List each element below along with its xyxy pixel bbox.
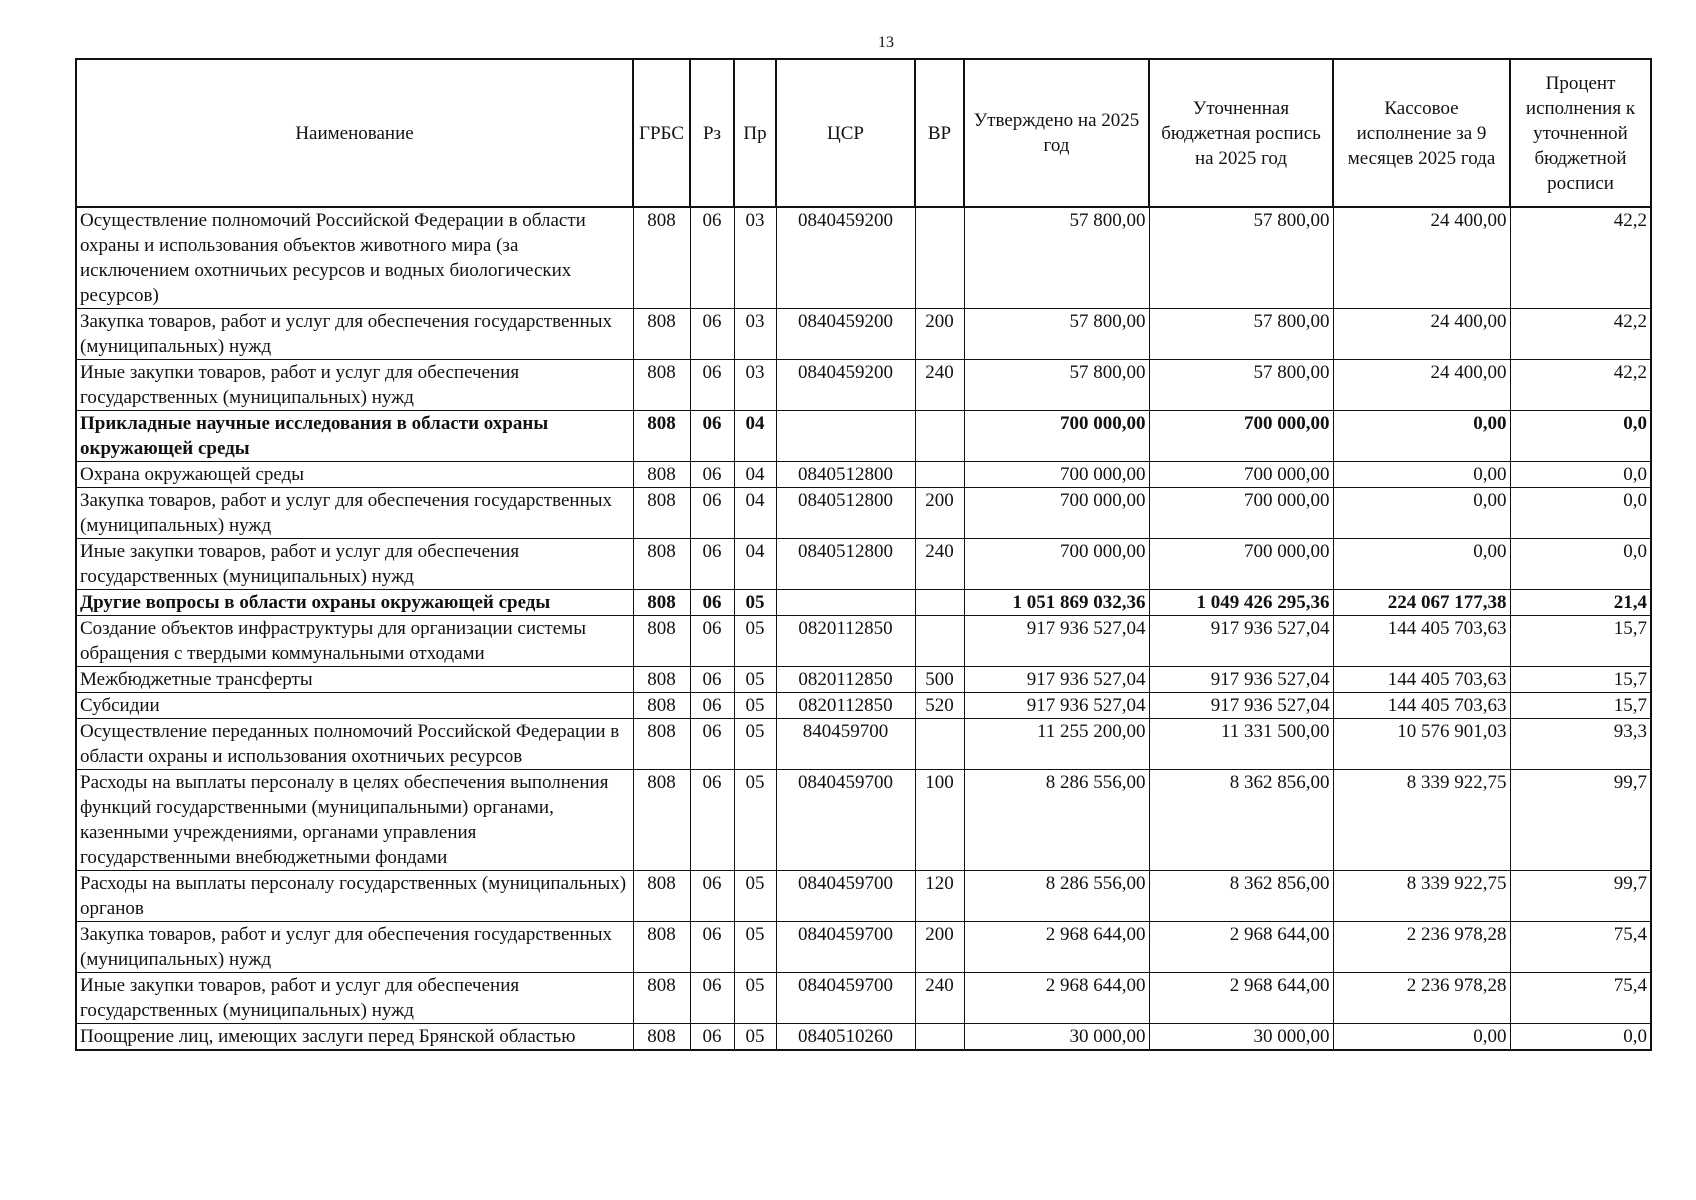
row-grbs-cell: 808 (633, 973, 690, 1024)
row-csr-cell: 0840459200 (776, 207, 915, 309)
budget-table (75, 58, 1652, 1051)
row-vr-cell (915, 462, 964, 488)
row-grbs-cell: 808 (633, 693, 690, 719)
row-percent-cell: 42,2 (1510, 309, 1651, 360)
row-pr-cell: 05 (734, 1024, 776, 1051)
table-row (76, 360, 1651, 411)
table-row (76, 488, 1651, 539)
row-approved-cell: 917 936 527,04 (964, 616, 1149, 667)
row-csr-cell (776, 411, 915, 462)
row-approved-cell: 700 000,00 (964, 488, 1149, 539)
row-rz-cell: 06 (690, 871, 734, 922)
row-cash-cell: 8 339 922,75 (1333, 770, 1510, 871)
row-vr-cell: 200 (915, 922, 964, 973)
row-percent-cell: 15,7 (1510, 667, 1651, 693)
row-rz-cell: 06 (690, 667, 734, 693)
row-percent-cell: 0,0 (1510, 1024, 1651, 1051)
row-cash-cell: 0,00 (1333, 488, 1510, 539)
row-csr-cell: 0840459700 (776, 922, 915, 973)
header-refined: Уточненная бюджетная роспись на 2025 год (1149, 59, 1333, 207)
row-cash-cell: 24 400,00 (1333, 207, 1510, 309)
row-percent-cell: 15,7 (1510, 693, 1651, 719)
row-rz-cell: 06 (690, 462, 734, 488)
row-name-cell: Другие вопросы в области охраны окружающей среды (76, 590, 633, 616)
row-name-cell: Закупка товаров, работ и услуг для обеспечения государственных (муниципальных) нужд (76, 488, 633, 539)
row-vr-cell (915, 411, 964, 462)
row-approved-cell: 700 000,00 (964, 539, 1149, 590)
row-cash-cell: 24 400,00 (1333, 360, 1510, 411)
row-cash-cell: 0,00 (1333, 462, 1510, 488)
row-cash-cell: 0,00 (1333, 1024, 1510, 1051)
row-name-cell: Иные закупки товаров, работ и услуг для обеспечения государственных (муниципальных) нужд (76, 360, 633, 411)
row-pr-cell: 05 (734, 616, 776, 667)
row-csr-cell: 0840512800 (776, 462, 915, 488)
row-refined-cell: 700 000,00 (1149, 411, 1333, 462)
table-row (76, 411, 1651, 462)
row-cash-cell: 144 405 703,63 (1333, 667, 1510, 693)
row-csr-cell: 0840459200 (776, 360, 915, 411)
row-grbs-cell: 808 (633, 462, 690, 488)
row-refined-cell: 8 362 856,00 (1149, 770, 1333, 871)
table-row (76, 590, 1651, 616)
row-grbs-cell: 808 (633, 207, 690, 309)
table-row (76, 871, 1651, 922)
row-vr-cell (915, 719, 964, 770)
row-grbs-cell: 808 (633, 539, 690, 590)
row-name-cell: Расходы на выплаты персоналу в целях обеспечения выполнения функций государственными (муниципальными) органами, казенными учреждениями, органами управления государственными внебюджетными фондами (76, 770, 633, 871)
row-refined-cell: 57 800,00 (1149, 207, 1333, 309)
row-name-cell: Охрана окружающей среды (76, 462, 633, 488)
row-approved-cell: 11 255 200,00 (964, 719, 1149, 770)
row-refined-cell: 57 800,00 (1149, 309, 1333, 360)
row-cash-cell: 24 400,00 (1333, 309, 1510, 360)
header-csr: ЦСР (776, 59, 915, 207)
row-pr-cell: 03 (734, 309, 776, 360)
row-csr-cell: 0840459700 (776, 871, 915, 922)
header-rz: Рз (690, 59, 734, 207)
row-refined-cell: 700 000,00 (1149, 462, 1333, 488)
row-grbs-cell: 808 (633, 719, 690, 770)
row-percent-cell: 99,7 (1510, 871, 1651, 922)
row-rz-cell: 06 (690, 693, 734, 719)
row-name-cell: Расходы на выплаты персоналу государственных (муниципальных) органов (76, 871, 633, 922)
row-rz-cell: 06 (690, 411, 734, 462)
row-vr-cell: 500 (915, 667, 964, 693)
header-row (76, 59, 1651, 207)
header-grbs: ГРБС (633, 59, 690, 207)
row-name-cell: Осуществление переданных полномочий Российской Федерации в области охраны и использования охотничьих ресурсов (76, 719, 633, 770)
row-rz-cell: 06 (690, 309, 734, 360)
row-refined-cell: 917 936 527,04 (1149, 616, 1333, 667)
row-percent-cell: 42,2 (1510, 207, 1651, 309)
row-cash-cell: 2 236 978,28 (1333, 922, 1510, 973)
row-pr-cell: 05 (734, 770, 776, 871)
row-vr-cell: 200 (915, 488, 964, 539)
row-name-cell: Прикладные научные исследования в области охраны окружающей среды (76, 411, 633, 462)
row-rz-cell: 06 (690, 590, 734, 616)
table-row (76, 616, 1651, 667)
table-row (76, 770, 1651, 871)
row-csr-cell: 0840510260 (776, 1024, 915, 1051)
row-approved-cell: 30 000,00 (964, 1024, 1149, 1051)
row-approved-cell: 8 286 556,00 (964, 770, 1149, 871)
row-vr-cell: 240 (915, 360, 964, 411)
row-percent-cell: 0,0 (1510, 539, 1651, 590)
row-csr-cell (776, 590, 915, 616)
row-percent-cell: 93,3 (1510, 719, 1651, 770)
row-vr-cell: 100 (915, 770, 964, 871)
row-cash-cell: 0,00 (1333, 539, 1510, 590)
row-name-cell: Иные закупки товаров, работ и услуг для обеспечения государственных (муниципальных) нужд (76, 973, 633, 1024)
row-percent-cell: 21,4 (1510, 590, 1651, 616)
row-approved-cell: 2 968 644,00 (964, 922, 1149, 973)
row-vr-cell: 240 (915, 973, 964, 1024)
header-name: Наименование (76, 59, 633, 207)
row-name-cell: Осуществление полномочий Российской Федерации в области охраны и использования объектов животного мира (за исключением охотничьих ресурсов и водных биологических ресурсов) (76, 207, 633, 309)
row-percent-cell: 0,0 (1510, 411, 1651, 462)
row-grbs-cell: 808 (633, 360, 690, 411)
row-refined-cell: 700 000,00 (1149, 488, 1333, 539)
row-pr-cell: 05 (734, 719, 776, 770)
table-row (76, 922, 1651, 973)
row-refined-cell: 8 362 856,00 (1149, 871, 1333, 922)
table-row (76, 207, 1651, 309)
row-rz-cell: 06 (690, 539, 734, 590)
row-pr-cell: 05 (734, 871, 776, 922)
row-pr-cell: 05 (734, 667, 776, 693)
header-vr: ВР (915, 59, 964, 207)
row-rz-cell: 06 (690, 616, 734, 667)
row-pr-cell: 05 (734, 693, 776, 719)
row-cash-cell: 224 067 177,38 (1333, 590, 1510, 616)
row-rz-cell: 06 (690, 922, 734, 973)
table-row (76, 693, 1651, 719)
row-pr-cell: 04 (734, 411, 776, 462)
row-grbs-cell: 808 (633, 770, 690, 871)
row-percent-cell: 99,7 (1510, 770, 1651, 871)
row-csr-cell: 0840459200 (776, 309, 915, 360)
row-pr-cell: 03 (734, 360, 776, 411)
row-grbs-cell: 808 (633, 922, 690, 973)
row-csr-cell: 840459700 (776, 719, 915, 770)
row-pr-cell: 03 (734, 207, 776, 309)
row-name-cell: Поощрение лиц, имеющих заслуги перед Брянской областью (76, 1024, 633, 1051)
header-approved: Утверждено на 2025 год (964, 59, 1149, 207)
row-csr-cell: 0820112850 (776, 616, 915, 667)
row-percent-cell: 75,4 (1510, 973, 1651, 1024)
row-approved-cell: 917 936 527,04 (964, 693, 1149, 719)
row-approved-cell: 1 051 869 032,36 (964, 590, 1149, 616)
row-csr-cell: 0840459700 (776, 770, 915, 871)
row-cash-cell: 0,00 (1333, 411, 1510, 462)
table-row (76, 539, 1651, 590)
row-cash-cell: 10 576 901,03 (1333, 719, 1510, 770)
table-row (76, 309, 1651, 360)
row-name-cell: Закупка товаров, работ и услуг для обеспечения государственных (муниципальных) нужд (76, 922, 633, 973)
row-rz-cell: 06 (690, 973, 734, 1024)
row-name-cell: Межбюджетные трансферты (76, 667, 633, 693)
row-approved-cell: 57 800,00 (964, 309, 1149, 360)
row-approved-cell: 57 800,00 (964, 207, 1149, 309)
row-refined-cell: 917 936 527,04 (1149, 693, 1333, 719)
row-csr-cell: 0820112850 (776, 693, 915, 719)
row-pr-cell: 04 (734, 539, 776, 590)
row-grbs-cell: 808 (633, 1024, 690, 1051)
row-csr-cell: 0840459700 (776, 973, 915, 1024)
row-approved-cell: 700 000,00 (964, 462, 1149, 488)
row-rz-cell: 06 (690, 770, 734, 871)
row-cash-cell: 2 236 978,28 (1333, 973, 1510, 1024)
row-vr-cell: 240 (915, 539, 964, 590)
row-vr-cell: 200 (915, 309, 964, 360)
row-approved-cell: 2 968 644,00 (964, 973, 1149, 1024)
row-pr-cell: 05 (734, 973, 776, 1024)
row-grbs-cell: 808 (633, 590, 690, 616)
header-pr: Пр (734, 59, 776, 207)
row-approved-cell: 917 936 527,04 (964, 667, 1149, 693)
table-row (76, 719, 1651, 770)
row-grbs-cell: 808 (633, 667, 690, 693)
row-cash-cell: 8 339 922,75 (1333, 871, 1510, 922)
row-approved-cell: 8 286 556,00 (964, 871, 1149, 922)
row-grbs-cell: 808 (633, 411, 690, 462)
row-refined-cell: 917 936 527,04 (1149, 667, 1333, 693)
row-name-cell: Иные закупки товаров, работ и услуг для обеспечения государственных (муниципальных) нужд (76, 539, 633, 590)
header-percent: Процент исполнения к уточненной бюджетной росписи (1510, 59, 1651, 207)
row-csr-cell: 0840512800 (776, 488, 915, 539)
row-pr-cell: 05 (734, 590, 776, 616)
row-rz-cell: 06 (690, 207, 734, 309)
row-percent-cell: 0,0 (1510, 462, 1651, 488)
row-refined-cell: 2 968 644,00 (1149, 973, 1333, 1024)
row-vr-cell (915, 1024, 964, 1051)
row-cash-cell: 144 405 703,63 (1333, 693, 1510, 719)
header-cash: Кассовое исполнение за 9 месяцев 2025 года (1333, 59, 1510, 207)
row-pr-cell: 04 (734, 488, 776, 539)
row-approved-cell: 700 000,00 (964, 411, 1149, 462)
row-refined-cell: 11 331 500,00 (1149, 719, 1333, 770)
row-percent-cell: 0,0 (1510, 488, 1651, 539)
row-refined-cell: 2 968 644,00 (1149, 922, 1333, 973)
row-name-cell: Создание объектов инфраструктуры для организации системы обращения с твердыми коммунальными отходами (76, 616, 633, 667)
row-vr-cell: 520 (915, 693, 964, 719)
row-vr-cell (915, 590, 964, 616)
row-refined-cell: 30 000,00 (1149, 1024, 1333, 1051)
row-csr-cell: 0820112850 (776, 667, 915, 693)
row-approved-cell: 57 800,00 (964, 360, 1149, 411)
row-vr-cell (915, 207, 964, 309)
row-pr-cell: 05 (734, 922, 776, 973)
row-grbs-cell: 808 (633, 309, 690, 360)
row-grbs-cell: 808 (633, 488, 690, 539)
row-vr-cell (915, 616, 964, 667)
row-csr-cell: 0840512800 (776, 539, 915, 590)
row-refined-cell: 57 800,00 (1149, 360, 1333, 411)
row-grbs-cell: 808 (633, 616, 690, 667)
row-name-cell: Закупка товаров, работ и услуг для обеспечения государственных (муниципальных) нужд (76, 309, 633, 360)
table-row (76, 462, 1651, 488)
row-percent-cell: 75,4 (1510, 922, 1651, 973)
table-row (76, 1024, 1651, 1051)
table-row (76, 667, 1651, 693)
row-name-cell: Субсидии (76, 693, 633, 719)
row-percent-cell: 15,7 (1510, 616, 1651, 667)
row-rz-cell: 06 (690, 719, 734, 770)
page-number: 13 (878, 34, 894, 51)
row-percent-cell: 42,2 (1510, 360, 1651, 411)
row-rz-cell: 06 (690, 488, 734, 539)
row-rz-cell: 06 (690, 360, 734, 411)
row-refined-cell: 700 000,00 (1149, 539, 1333, 590)
table-row (76, 973, 1651, 1024)
row-pr-cell: 04 (734, 462, 776, 488)
row-cash-cell: 144 405 703,63 (1333, 616, 1510, 667)
row-grbs-cell: 808 (633, 871, 690, 922)
row-rz-cell: 06 (690, 1024, 734, 1051)
row-vr-cell: 120 (915, 871, 964, 922)
row-refined-cell: 1 049 426 295,36 (1149, 590, 1333, 616)
